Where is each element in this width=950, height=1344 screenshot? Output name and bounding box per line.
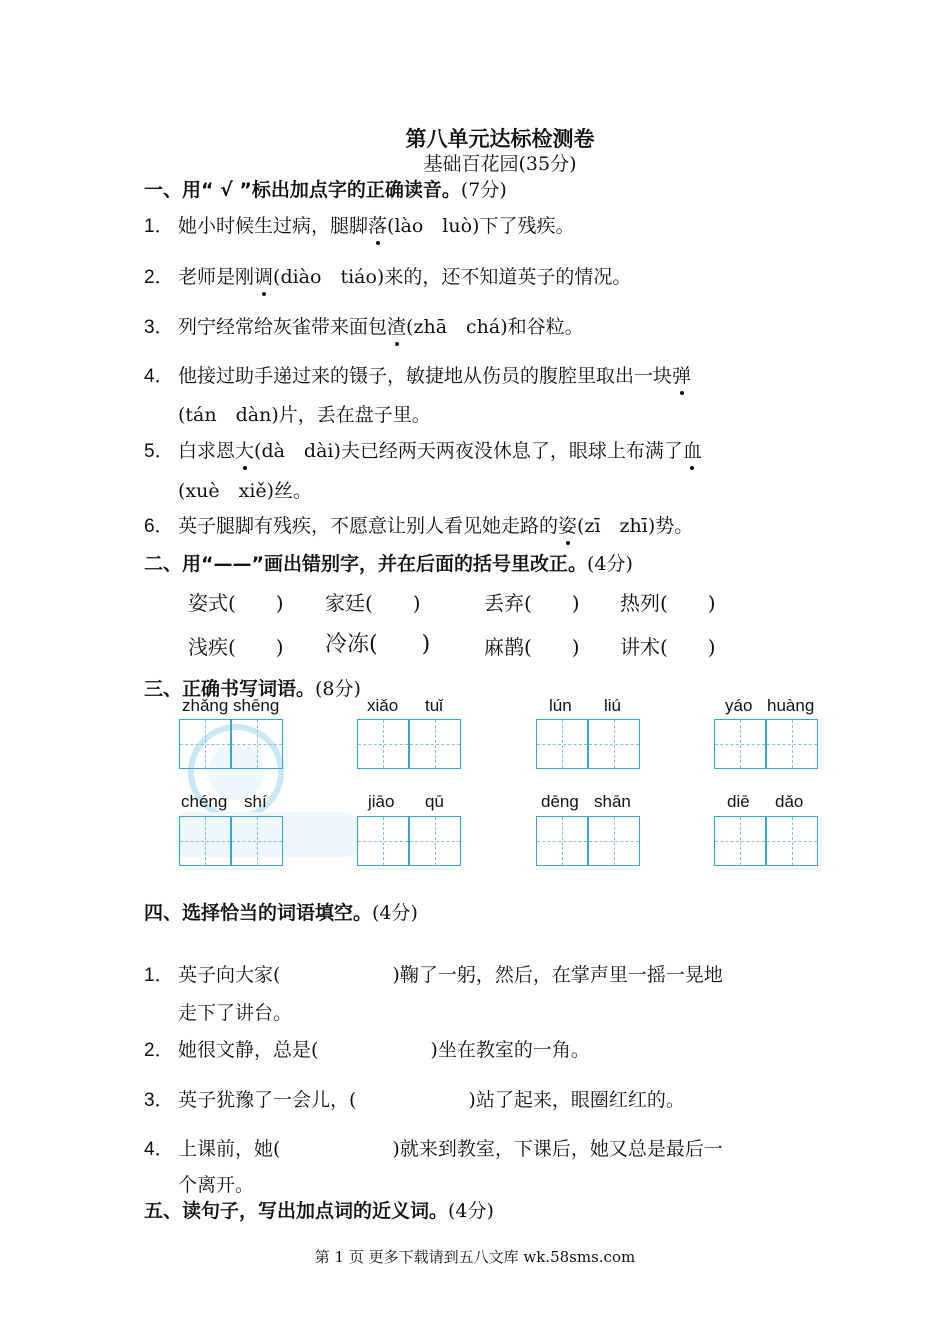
q4-item-2: 2． 她很文静，总是( )坐在教室的一角。 [144,1039,590,1061]
q2-word: 热列( ) [620,591,716,615]
page-title: 第八单元达标检测卷 [405,127,595,151]
q4-item-1: 1． 英子向大家( )鞠了一躬，然后，在掌声里一摇一晃地 [144,964,723,986]
page-footer: 第 1 页 更多下载请到五八文库 wk.58sms.com [314,1248,636,1266]
pinyin: zhǎng [182,696,229,715]
pinyin: dǎo [775,792,804,811]
pinyin: shān [594,792,631,811]
q1-item-2: 2． 老师是刚调(diào tiáo)来的，还不知道英子的情况。 [144,262,631,289]
q2-word: 姿式( ) [188,591,284,615]
writing-box[interactable] [357,719,409,769]
writing-box[interactable] [588,719,640,769]
pinyin: shēng [233,696,280,715]
q1-item-1: 1． 她小时候生过病，腿脚落(lào luò)下了残疾。 [144,211,574,238]
q2-word: 冷冻( ) [325,632,431,657]
q1-item-6: 6． 英子腿脚有残疾，不愿意让别人看见她走路的姿(zī zhī)势。 [144,511,693,538]
dotted-char: 落 [368,211,387,238]
pinyin: dēng [541,792,579,811]
pinyin: qū [425,792,444,811]
q1-item-5-cont: (xuè xiě)丝。 [178,480,313,502]
writing-box[interactable] [766,816,818,866]
writing-box[interactable] [179,719,231,769]
q2-word: 丢弃( ) [484,591,580,615]
section-4-heading: 四、选择恰当的词语填空。(4分) [144,902,418,924]
q4-item-4-cont: 个离开。 [178,1174,255,1196]
q4-item-1-cont: 走下了讲台。 [178,1002,293,1024]
dotted-char: 大 [235,436,254,463]
pinyin: shí [244,792,267,811]
writing-box[interactable] [179,816,231,866]
writing-box[interactable] [409,719,461,769]
dotted-char: 姿 [558,511,577,538]
q1-item-3: 3． 列宁经常给灰雀带来面包渣(zhā chá)和谷粒。 [144,312,584,339]
pinyin: jiāo [368,792,395,811]
writing-box[interactable] [536,816,588,866]
page-subtitle: 基础百花园(35分) [423,153,577,175]
section-3-heading: 三、正确书写词语。(8分) [144,678,361,700]
pinyin: tuǐ [425,696,443,715]
pinyin: diē [727,792,750,811]
writing-box[interactable] [536,719,588,769]
dotted-char: 弹 [672,361,691,388]
q1-item-4-cont: (tán dàn)片，丢在盘子里。 [178,404,431,426]
q4-item-3: 3． 英子犹豫了一会儿，( )站了起来，眼圈红红的。 [144,1089,685,1111]
pinyin: chéng [181,792,228,811]
writing-box[interactable] [714,719,766,769]
section-1-heading: 一、用“ √ ”标出加点字的正确读音。(7分) [144,179,507,201]
q2-word: 家廷( ) [325,591,421,615]
q2-word: 麻鹊( ) [484,635,580,659]
pinyin: xiǎo [367,696,399,715]
q1-item-5: 5． 白求恩大(dà dài)夫已经两天两夜没休息了，眼球上布满了血 [144,436,702,463]
dotted-char: 调 [254,262,273,289]
writing-box[interactable] [714,816,766,866]
section-5-heading: 五、读句子，写出加点词的近义词。(4分) [144,1200,494,1222]
pinyin: huàng [767,696,815,715]
dotted-char: 血 [683,436,702,463]
pinyin: lún [549,696,572,715]
section-2-heading: 二、用“——”画出错别字，并在后面的括号里改正。(4分) [144,553,633,575]
writing-box[interactable] [231,816,283,866]
pinyin: yáo [725,696,753,715]
q2-word: 浅疾( ) [188,635,284,659]
pinyin: liú [604,696,622,715]
writing-box[interactable] [357,816,409,866]
q2-word: 讲术( ) [620,635,716,659]
writing-box[interactable] [409,816,461,866]
dotted-char: 渣 [387,312,406,339]
writing-box[interactable] [231,719,283,769]
writing-box[interactable] [588,816,640,866]
writing-box[interactable] [766,719,818,769]
q1-item-4: 4． 他接过助手递过来的镊子，敏捷地从伤员的腹腔里取出一块弹 [144,361,691,388]
q4-item-4: 4． 上课前，她( )就来到教室，下课后，她又总是最后一 [144,1138,723,1160]
